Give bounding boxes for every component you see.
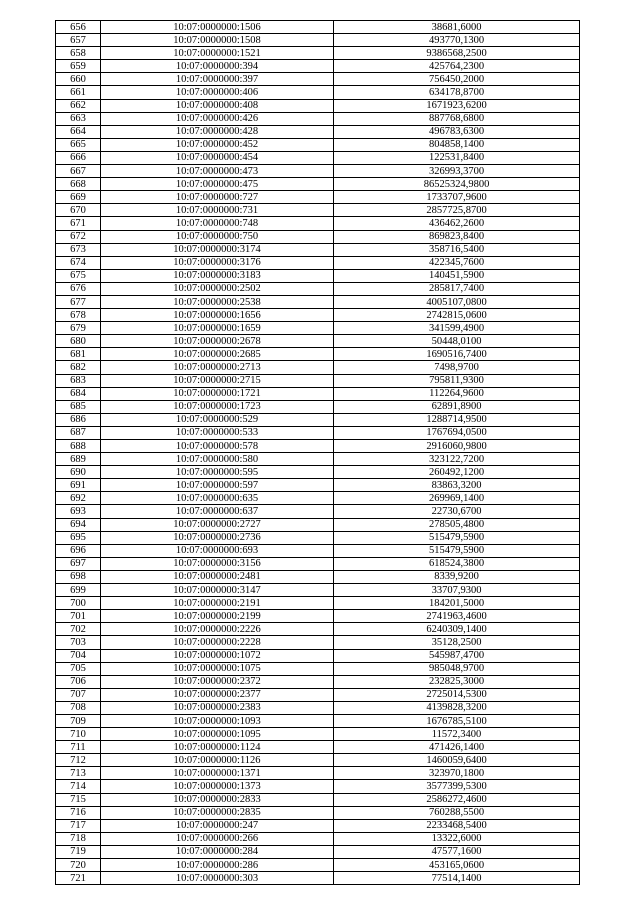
- cadastral-number-cell: 10:07:0000000:2481: [101, 570, 334, 583]
- row-number-cell: 663: [56, 112, 101, 125]
- table-row: [56, 741, 580, 754]
- cadastral-number-cell: 10:07:0000000:748: [101, 217, 334, 230]
- row-number-cell: 704: [56, 649, 101, 662]
- cadastral-number-cell: 10:07:0000000:1721: [101, 387, 334, 400]
- table-row: [56, 125, 580, 138]
- row-number-cell: 661: [56, 86, 101, 99]
- row-number-cell: 709: [56, 714, 101, 727]
- value-cell: 323122,7200: [334, 453, 580, 466]
- value-cell: 634178,8700: [334, 86, 580, 99]
- table-row: [56, 282, 580, 295]
- cadastral-number-cell: 10:07:0000000:1093: [101, 714, 334, 727]
- table-row: [56, 243, 580, 256]
- value-cell: 1767694,0500: [334, 426, 580, 439]
- cadastral-number-cell: 10:07:0000000:473: [101, 165, 334, 178]
- row-number-cell: 679: [56, 322, 101, 335]
- cadastral-number-cell: 10:07:0000000:406: [101, 86, 334, 99]
- cadastral-number-cell: 10:07:0000000:426: [101, 112, 334, 125]
- cadastral-number-cell: 10:07:0000000:1373: [101, 780, 334, 793]
- row-number-cell: 670: [56, 204, 101, 217]
- row-number-cell: 687: [56, 426, 101, 439]
- table-row: [56, 269, 580, 282]
- table-row: [56, 570, 580, 583]
- value-cell: 756450,2000: [334, 73, 580, 86]
- cadastral-number-cell: 10:07:0000000:428: [101, 125, 334, 138]
- value-cell: 2233468,5400: [334, 819, 580, 832]
- table-row: [56, 348, 580, 361]
- cadastral-number-cell: 10:07:0000000:1126: [101, 754, 334, 767]
- row-number-cell: 717: [56, 819, 101, 832]
- table-row: [56, 387, 580, 400]
- cadastral-number-cell: 10:07:0000000:2377: [101, 688, 334, 701]
- cadastral-number-cell: 10:07:0000000:266: [101, 832, 334, 845]
- cadastral-number-cell: 10:07:0000000:408: [101, 99, 334, 112]
- table-row: [56, 86, 580, 99]
- value-cell: 2586272,4600: [334, 793, 580, 806]
- row-number-cell: 684: [56, 387, 101, 400]
- row-number-cell: 658: [56, 47, 101, 60]
- cadastral-number-cell: 10:07:0000000:1075: [101, 662, 334, 675]
- table-row: [56, 440, 580, 453]
- cadastral-number-cell: 10:07:0000000:2835: [101, 806, 334, 819]
- row-number-cell: 678: [56, 309, 101, 322]
- cadastral-number-cell: 10:07:0000000:247: [101, 819, 334, 832]
- row-number-cell: 706: [56, 675, 101, 688]
- value-cell: 232825,3000: [334, 675, 580, 688]
- table-row: [56, 151, 580, 164]
- cadastral-number-cell: 10:07:0000000:580: [101, 453, 334, 466]
- row-number-cell: 683: [56, 374, 101, 387]
- value-cell: 2742815,0600: [334, 309, 580, 322]
- parcel-table-body: [56, 21, 580, 885]
- table-row: [56, 806, 580, 819]
- cadastral-number-cell: 10:07:0000000:637: [101, 505, 334, 518]
- row-number-cell: 682: [56, 361, 101, 374]
- cadastral-number-cell: 10:07:0000000:2191: [101, 597, 334, 610]
- value-cell: 269969,1400: [334, 492, 580, 505]
- row-number-cell: 664: [56, 125, 101, 138]
- row-number-cell: 686: [56, 413, 101, 426]
- row-number-cell: 710: [56, 728, 101, 741]
- cadastral-number-cell: 10:07:0000000:597: [101, 479, 334, 492]
- row-number-cell: 674: [56, 256, 101, 269]
- value-cell: 496783,6300: [334, 125, 580, 138]
- cadastral-number-cell: 10:07:0000000:2685: [101, 348, 334, 361]
- table-row: [56, 322, 580, 335]
- cadastral-number-cell: 10:07:0000000:475: [101, 178, 334, 191]
- value-cell: 86525324,9800: [334, 178, 580, 191]
- value-cell: 326993,3700: [334, 165, 580, 178]
- value-cell: 38681,6000: [334, 21, 580, 34]
- row-number-cell: 720: [56, 859, 101, 872]
- table-row: [56, 793, 580, 806]
- row-number-cell: 680: [56, 335, 101, 348]
- cadastral-number-cell: 10:07:0000000:3183: [101, 269, 334, 282]
- row-number-cell: 666: [56, 151, 101, 164]
- table-row: [56, 426, 580, 439]
- row-number-cell: 673: [56, 243, 101, 256]
- value-cell: 453165,0600: [334, 859, 580, 872]
- value-cell: 47577,1600: [334, 845, 580, 858]
- row-number-cell: 714: [56, 780, 101, 793]
- cadastral-number-cell: 10:07:0000000:2538: [101, 295, 334, 308]
- table-row: [56, 138, 580, 151]
- value-cell: 4005107,0800: [334, 295, 580, 308]
- row-number-cell: 713: [56, 767, 101, 780]
- row-number-cell: 675: [56, 269, 101, 282]
- row-number-cell: 721: [56, 872, 101, 885]
- value-cell: 77514,1400: [334, 872, 580, 885]
- value-cell: 8339,9200: [334, 570, 580, 583]
- value-cell: 545987,4700: [334, 649, 580, 662]
- value-cell: 2741963,4600: [334, 610, 580, 623]
- cadastral-number-cell: 10:07:0000000:2228: [101, 636, 334, 649]
- value-cell: 795811,9300: [334, 374, 580, 387]
- value-cell: 436462,2600: [334, 217, 580, 230]
- table-row: [56, 728, 580, 741]
- value-cell: 1733707,9600: [334, 191, 580, 204]
- cadastral-number-cell: 10:07:0000000:2833: [101, 793, 334, 806]
- row-number-cell: 699: [56, 584, 101, 597]
- table-row: [56, 610, 580, 623]
- cadastral-number-cell: 10:07:0000000:1521: [101, 47, 334, 60]
- table-row: [56, 544, 580, 557]
- table-row: [56, 531, 580, 544]
- table-row: [56, 165, 580, 178]
- cadastral-number-cell: 10:07:0000000:578: [101, 440, 334, 453]
- table-row: [56, 335, 580, 348]
- table-row: [56, 309, 580, 322]
- table-row: [56, 754, 580, 767]
- value-cell: 422345,7600: [334, 256, 580, 269]
- table-row: [56, 557, 580, 570]
- table-row: [56, 832, 580, 845]
- value-cell: 515479,5900: [334, 531, 580, 544]
- cadastral-number-cell: 10:07:0000000:2199: [101, 610, 334, 623]
- value-cell: 493770,1300: [334, 34, 580, 47]
- value-cell: 358716,5400: [334, 243, 580, 256]
- table-row: [56, 767, 580, 780]
- row-number-cell: 702: [56, 623, 101, 636]
- cadastral-number-cell: 10:07:0000000:2226: [101, 623, 334, 636]
- cadastral-number-cell: 10:07:0000000:1659: [101, 322, 334, 335]
- row-number-cell: 701: [56, 610, 101, 623]
- value-cell: 4139828,3200: [334, 701, 580, 714]
- table-row: [56, 178, 580, 191]
- cadastral-number-cell: 10:07:0000000:452: [101, 138, 334, 151]
- table-row: [56, 73, 580, 86]
- row-number-cell: 672: [56, 230, 101, 243]
- table-row: [56, 295, 580, 308]
- cadastral-number-cell: 10:07:0000000:1072: [101, 649, 334, 662]
- value-cell: 1676785,5100: [334, 714, 580, 727]
- row-number-cell: 681: [56, 348, 101, 361]
- value-cell: 7498,9700: [334, 361, 580, 374]
- row-number-cell: 700: [56, 597, 101, 610]
- value-cell: 33707,9300: [334, 584, 580, 597]
- table-row: [56, 505, 580, 518]
- cadastral-number-cell: 10:07:0000000:2383: [101, 701, 334, 714]
- cadastral-number-cell: 10:07:0000000:3156: [101, 557, 334, 570]
- row-number-cell: 711: [56, 741, 101, 754]
- value-cell: 341599,4900: [334, 322, 580, 335]
- cadastral-number-cell: 10:07:0000000:1723: [101, 400, 334, 413]
- value-cell: 323970,1800: [334, 767, 580, 780]
- cadastral-number-cell: 10:07:0000000:693: [101, 544, 334, 557]
- table-row: [56, 492, 580, 505]
- row-number-cell: 716: [56, 806, 101, 819]
- row-number-cell: 707: [56, 688, 101, 701]
- value-cell: 11572,3400: [334, 728, 580, 741]
- value-cell: 515479,5900: [334, 544, 580, 557]
- table-row: [56, 34, 580, 47]
- table-row: [56, 217, 580, 230]
- row-number-cell: 665: [56, 138, 101, 151]
- row-number-cell: 656: [56, 21, 101, 34]
- cadastral-number-cell: 10:07:0000000:394: [101, 60, 334, 73]
- table-row: [56, 191, 580, 204]
- row-number-cell: 715: [56, 793, 101, 806]
- row-number-cell: 705: [56, 662, 101, 675]
- table-row: [56, 819, 580, 832]
- value-cell: 83863,3200: [334, 479, 580, 492]
- value-cell: 2857725,8700: [334, 204, 580, 217]
- table-row: [56, 649, 580, 662]
- cadastral-number-cell: 10:07:0000000:2372: [101, 675, 334, 688]
- table-row: [56, 256, 580, 269]
- cadastral-number-cell: 10:07:0000000:529: [101, 413, 334, 426]
- value-cell: 62891,8900: [334, 400, 580, 413]
- value-cell: 6240309,1400: [334, 623, 580, 636]
- cadastral-number-cell: 10:07:0000000:727: [101, 191, 334, 204]
- value-cell: 2916060,9800: [334, 440, 580, 453]
- row-number-cell: 712: [56, 754, 101, 767]
- value-cell: 140451,5900: [334, 269, 580, 282]
- row-number-cell: 694: [56, 518, 101, 531]
- row-number-cell: 668: [56, 178, 101, 191]
- parcel-table: [55, 20, 580, 885]
- row-number-cell: 659: [56, 60, 101, 73]
- value-cell: 1460059,6400: [334, 754, 580, 767]
- cadastral-number-cell: 10:07:0000000:2736: [101, 531, 334, 544]
- value-cell: 425764,2300: [334, 60, 580, 73]
- row-number-cell: 667: [56, 165, 101, 178]
- value-cell: 2725014,5300: [334, 688, 580, 701]
- table-row: [56, 230, 580, 243]
- value-cell: 22730,6700: [334, 505, 580, 518]
- row-number-cell: 677: [56, 295, 101, 308]
- value-cell: 278505,4800: [334, 518, 580, 531]
- cadastral-number-cell: 10:07:0000000:3176: [101, 256, 334, 269]
- table-row: [56, 112, 580, 125]
- table-row: [56, 204, 580, 217]
- row-number-cell: 698: [56, 570, 101, 583]
- value-cell: 9386568,2500: [334, 47, 580, 60]
- table-row: [56, 99, 580, 112]
- cadastral-number-cell: 10:07:0000000:2713: [101, 361, 334, 374]
- cadastral-number-cell: 10:07:0000000:1124: [101, 741, 334, 754]
- cadastral-number-cell: 10:07:0000000:2715: [101, 374, 334, 387]
- row-number-cell: 660: [56, 73, 101, 86]
- value-cell: 887768,6800: [334, 112, 580, 125]
- value-cell: 50448,0100: [334, 335, 580, 348]
- table-row: [56, 21, 580, 34]
- row-number-cell: 685: [56, 400, 101, 413]
- value-cell: 112264,9600: [334, 387, 580, 400]
- row-number-cell: 689: [56, 453, 101, 466]
- table-row: [56, 636, 580, 649]
- table-row: [56, 518, 580, 531]
- value-cell: 804858,1400: [334, 138, 580, 151]
- cadastral-number-cell: 10:07:0000000:533: [101, 426, 334, 439]
- row-number-cell: 718: [56, 832, 101, 845]
- cadastral-number-cell: 10:07:0000000:3174: [101, 243, 334, 256]
- value-cell: 1671923,6200: [334, 99, 580, 112]
- row-number-cell: 696: [56, 544, 101, 557]
- row-number-cell: 676: [56, 282, 101, 295]
- cadastral-number-cell: 10:07:0000000:3147: [101, 584, 334, 597]
- table-row: [56, 780, 580, 793]
- cadastral-number-cell: 10:07:0000000:1371: [101, 767, 334, 780]
- cadastral-number-cell: 10:07:0000000:454: [101, 151, 334, 164]
- table-row: [56, 623, 580, 636]
- cadastral-number-cell: 10:07:0000000:1095: [101, 728, 334, 741]
- cadastral-number-cell: 10:07:0000000:284: [101, 845, 334, 858]
- row-number-cell: 688: [56, 440, 101, 453]
- cadastral-number-cell: 10:07:0000000:595: [101, 466, 334, 479]
- cadastral-number-cell: 10:07:0000000:2678: [101, 335, 334, 348]
- cadastral-number-cell: 10:07:0000000:750: [101, 230, 334, 243]
- table-row: [56, 688, 580, 701]
- table-row: [56, 662, 580, 675]
- table-row: [56, 675, 580, 688]
- table-row: [56, 872, 580, 885]
- table-row: [56, 701, 580, 714]
- value-cell: 1288714,9500: [334, 413, 580, 426]
- value-cell: 35128,2500: [334, 636, 580, 649]
- row-number-cell: 692: [56, 492, 101, 505]
- table-row: [56, 60, 580, 73]
- row-number-cell: 703: [56, 636, 101, 649]
- value-cell: 13322,6000: [334, 832, 580, 845]
- cadastral-number-cell: 10:07:0000000:2727: [101, 518, 334, 531]
- row-number-cell: 669: [56, 191, 101, 204]
- row-number-cell: 657: [56, 34, 101, 47]
- table-row: [56, 845, 580, 858]
- cadastral-number-cell: 10:07:0000000:303: [101, 872, 334, 885]
- cadastral-number-cell: 10:07:0000000:731: [101, 204, 334, 217]
- row-number-cell: 691: [56, 479, 101, 492]
- cadastral-number-cell: 10:07:0000000:397: [101, 73, 334, 86]
- value-cell: 471426,1400: [334, 741, 580, 754]
- table-row: [56, 859, 580, 872]
- cadastral-number-cell: 10:07:0000000:1506: [101, 21, 334, 34]
- table-row: [56, 374, 580, 387]
- row-number-cell: 693: [56, 505, 101, 518]
- value-cell: 122531,8400: [334, 151, 580, 164]
- cadastral-number-cell: 10:07:0000000:1656: [101, 309, 334, 322]
- row-number-cell: 671: [56, 217, 101, 230]
- cadastral-number-cell: 10:07:0000000:635: [101, 492, 334, 505]
- value-cell: 285817,7400: [334, 282, 580, 295]
- cadastral-number-cell: 10:07:0000000:1508: [101, 34, 334, 47]
- table-row: [56, 400, 580, 413]
- row-number-cell: 708: [56, 701, 101, 714]
- table-row: [56, 361, 580, 374]
- cadastral-number-cell: 10:07:0000000:286: [101, 859, 334, 872]
- value-cell: 260492,1200: [334, 466, 580, 479]
- table-row: [56, 413, 580, 426]
- row-number-cell: 695: [56, 531, 101, 544]
- value-cell: 1690516,7400: [334, 348, 580, 361]
- table-row: [56, 466, 580, 479]
- table-row: [56, 584, 580, 597]
- value-cell: 618524,3800: [334, 557, 580, 570]
- row-number-cell: 662: [56, 99, 101, 112]
- table-row: [56, 47, 580, 60]
- table-row: [56, 479, 580, 492]
- cadastral-number-cell: 10:07:0000000:2502: [101, 282, 334, 295]
- value-cell: 184201,5000: [334, 597, 580, 610]
- value-cell: 869823,8400: [334, 230, 580, 243]
- row-number-cell: 719: [56, 845, 101, 858]
- value-cell: 985048,9700: [334, 662, 580, 675]
- row-number-cell: 690: [56, 466, 101, 479]
- value-cell: 3577399,5300: [334, 780, 580, 793]
- table-row: [56, 453, 580, 466]
- value-cell: 760288,5500: [334, 806, 580, 819]
- table-row: [56, 597, 580, 610]
- row-number-cell: 697: [56, 557, 101, 570]
- table-row: [56, 714, 580, 727]
